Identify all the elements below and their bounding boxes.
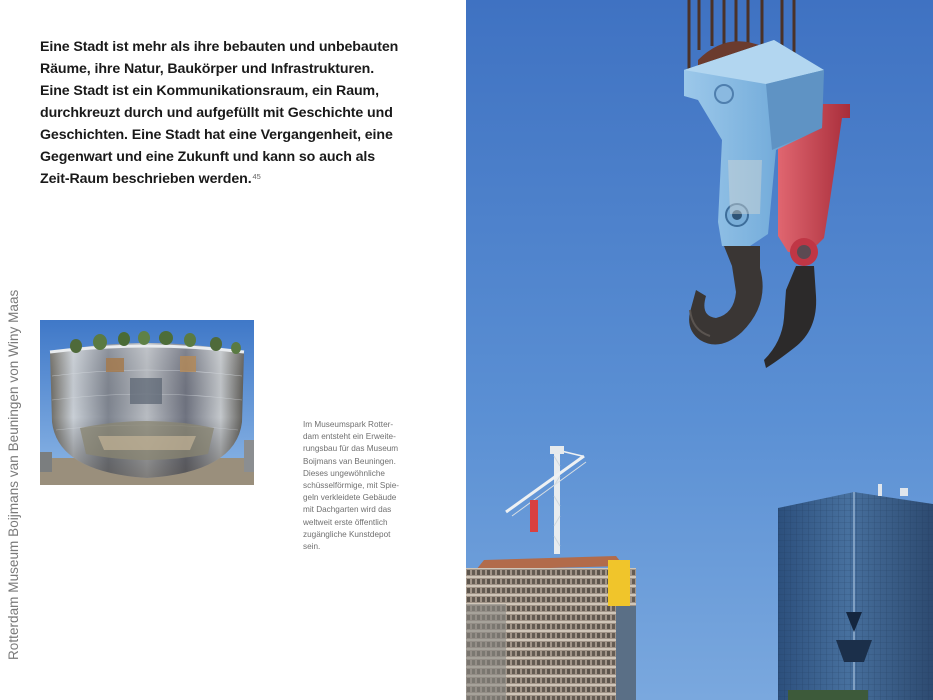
caption-line-4: Boijmans van Beuningen. xyxy=(303,456,396,466)
crane-hook-photo xyxy=(466,0,933,700)
museum-depot-photo xyxy=(40,320,254,485)
intro-line-6: Gegenwart und eine Zukunft und kann so auch als xyxy=(40,149,376,165)
caption-line-1: Im Museumspark Rotter- xyxy=(303,420,394,429)
caption-line-10: zugängliche Kunstdepot xyxy=(303,529,391,539)
intro-line-3: Eine Stadt ist ein Kommunikationsraum, ein Raum, xyxy=(40,83,379,99)
caption-line-7: geln verkleidete Gebäude xyxy=(303,493,397,503)
caption-line-2: dam entsteht ein Erweite- xyxy=(303,432,396,442)
caption-line-8: mit Dachgarten wird das xyxy=(303,505,392,515)
building-under-construction xyxy=(466,556,636,700)
glass-tower xyxy=(778,484,933,700)
caption-line-3: rungsbau für das Museum xyxy=(303,444,399,454)
intro-paragraph xyxy=(40,36,420,190)
crane-hook-image xyxy=(466,0,933,700)
caption-line-9: weltweit erste öffentlich xyxy=(303,517,388,527)
intro-line-7: Zeit-Raum beschrieben werden. xyxy=(40,171,252,187)
footnote-marker: 45 xyxy=(252,172,261,181)
left-page xyxy=(0,0,466,700)
caption-line-6: schüsselförmige, mit Spie- xyxy=(303,481,400,491)
vertical-photo-title: Rotterdam Museum Boijmans van Beuningen von Winy Maas xyxy=(6,289,21,660)
caption-line-11: sein. xyxy=(303,542,321,552)
intro-line-1: Eine Stadt ist mehr als ihre bebauten und unbebauten xyxy=(40,39,399,55)
intro-line-5: Geschichten. Eine Stadt hat eine Vergangenheit, eine xyxy=(40,127,393,143)
intro-line-2: Räume, ihre Natur, Baukörper und Infrastrukturen. xyxy=(40,61,375,77)
photo-caption xyxy=(303,419,423,553)
caption-line-5: Dieses ungewöhnliche xyxy=(303,468,385,478)
intro-line-4: durchkreuzt durch und aufgefüllt mit Geschichte und xyxy=(40,105,393,121)
museum-depot-image xyxy=(40,320,254,485)
